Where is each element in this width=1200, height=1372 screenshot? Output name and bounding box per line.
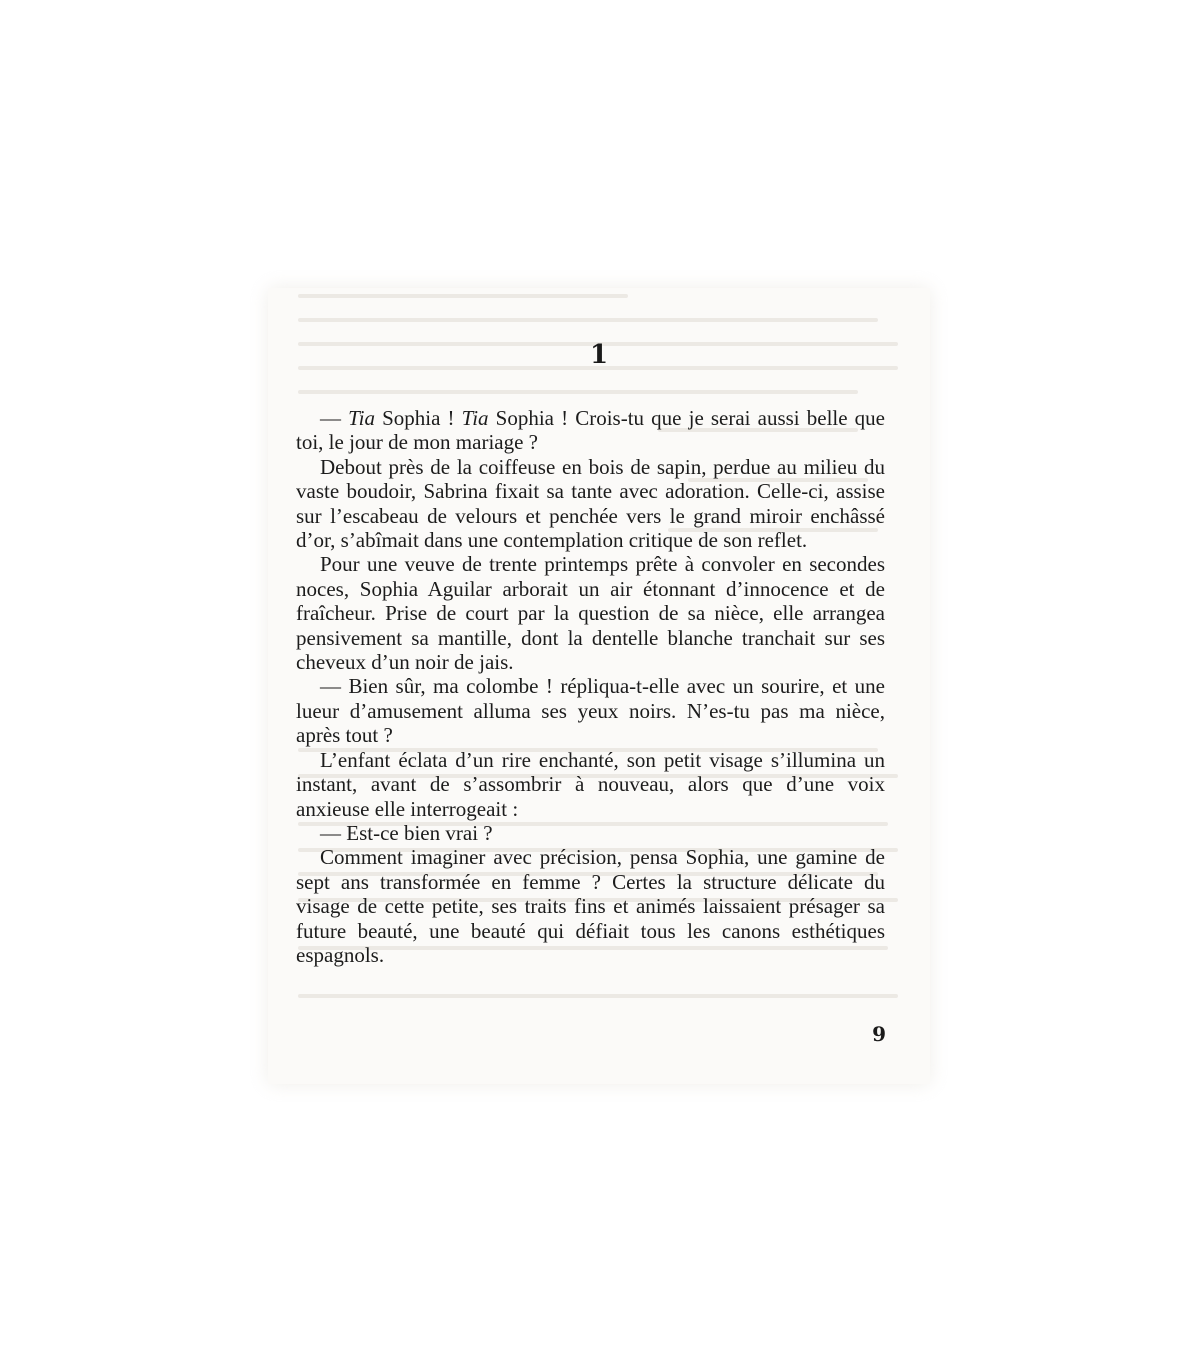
paragraph: Pour une veuve de trente printemps prête à convoler en secondes noces, Sophia Aguilar arborait un air étonnant d’innocence et de fraîcheur. Prise de court par la question de sa nièce, elle arrangea pensivement sa mantille, dont la dentelle blanche tranchait sur ses cheveux d’un noir de jais. (296, 552, 885, 675)
paragraph-dialogue: — Bien sûr, ma colombe ! répliqua-t-elle avec un sourire, et une lueur d’amusement alluma ses yeux noirs. N’es-tu pas ma nièce, après tout ? (296, 674, 885, 748)
italic-word-tia: Tia (461, 406, 489, 430)
paragraph: Comment imaginer avec précision, pensa Sophia, une gamine de sept ans transformée en femme ? Certes la structure délicate du visage de cette petite, ses traits fins et animés laissaient présager sa future beauté, une beauté qui défiait tous les canons esthétiques espagnols. (296, 845, 885, 967)
paragraph: L’enfant éclata d’un rire enchanté, son petit visage s’illumina un instant, avant de s’assombrir à nouveau, alors que d’une voix anxieuse elle interrogeait : (296, 747, 885, 821)
paragraph-dialogue-1 (296, 406, 885, 455)
chapter-number: 1 (589, 340, 609, 370)
dash: — (320, 406, 349, 430)
italic-word-tia: Tia (348, 406, 375, 430)
text-run: Sophia ! (374, 406, 462, 430)
page-number: 9 (872, 1022, 886, 1046)
text-run: Sophia ! Crois-tu que je serai aussi belle que toi, le jour de mon mariage ? (296, 406, 886, 455)
body-text (296, 406, 885, 967)
paragraph: Debout près de la coiffeuse en bois de sapin, perdue au milieu du vaste boudoir, Sabrina fixait sa tante avec adoration. Celle-ci, assise sur l’escabeau de velours et penchée vers le grand miroir enchâssé d’or, s’abîmait dans une contemplation critique de son reflet. (296, 454, 885, 553)
paragraph-dialogue: — Est-ce bien vrai ? (320, 820, 493, 845)
book-page (268, 288, 930, 1084)
